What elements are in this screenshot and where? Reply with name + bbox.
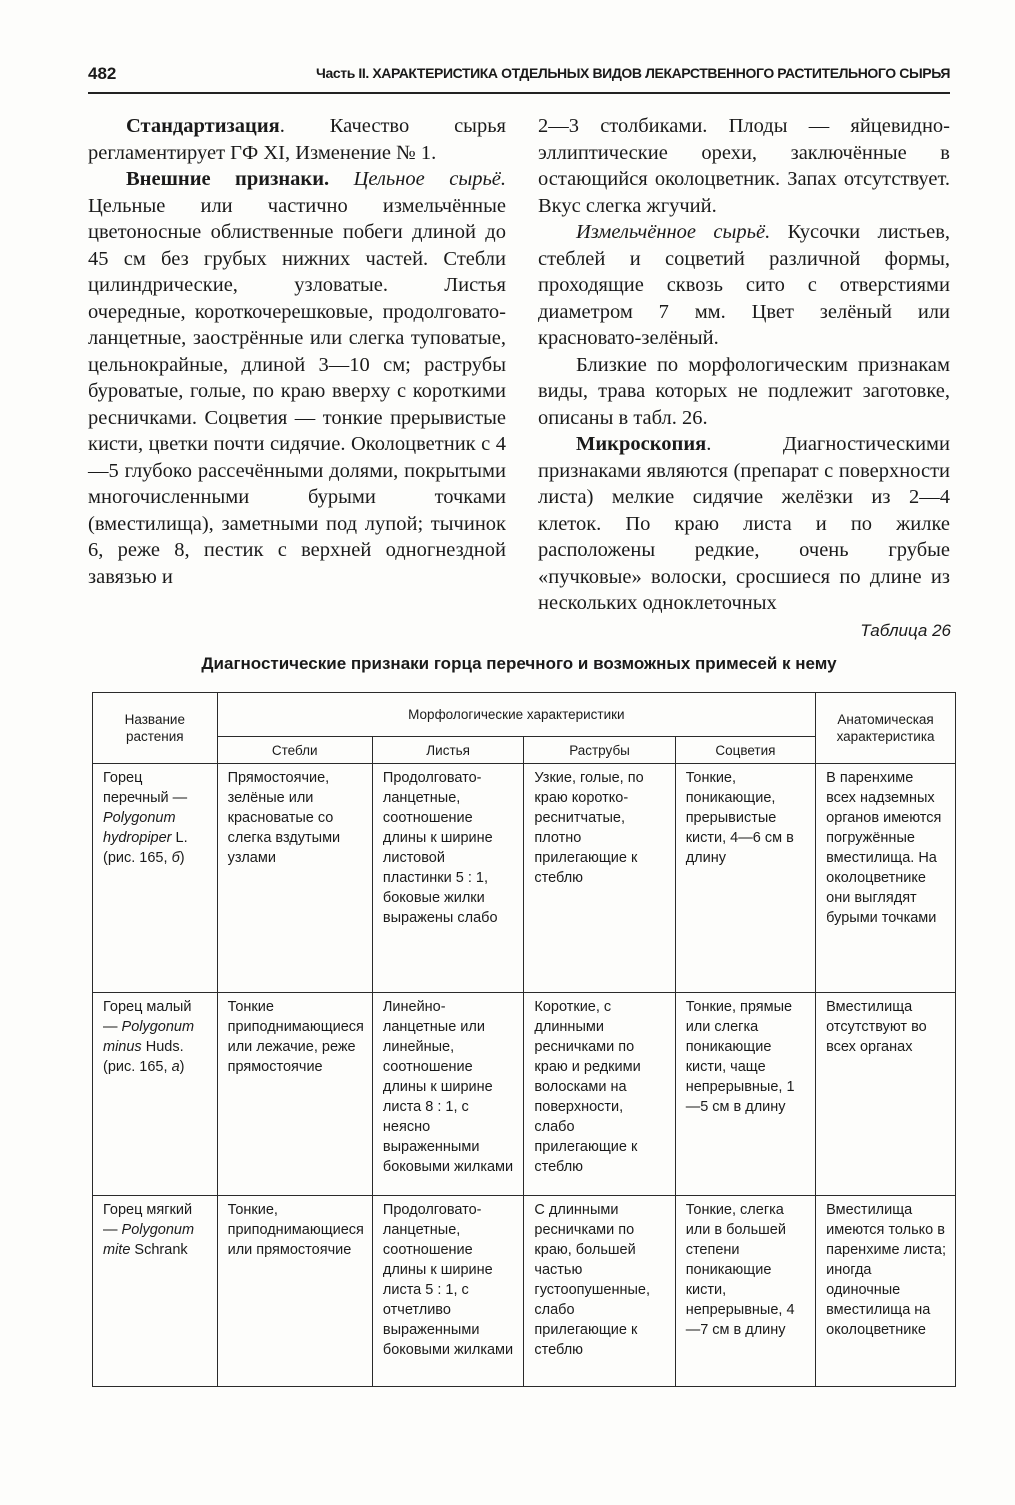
text-standardization: . Качество сырья регламентирует ГФ XI, Изменение № 1.: [88, 115, 506, 164]
plant-latin-name: Polygonum hydropiper: [103, 810, 176, 846]
cell-plant-name: [93, 1196, 218, 1387]
table-title: Диагностические признаки горца перечного и возможных примесей к нему: [201, 654, 837, 673]
heading-external-features: Внешние признаки: [126, 168, 325, 190]
plant-common-name: Горец малый —: [103, 999, 192, 1035]
right-text-column: [538, 113, 950, 617]
header-ocreae: Раструбы: [524, 737, 675, 764]
page-number: 482: [88, 64, 117, 83]
paragraph-crushed-raw-material: [538, 219, 950, 352]
table-header-row: [93, 693, 956, 737]
cell-stems: Тонкие приподнимающиеся или лежачие, реже прямостоячие: [217, 993, 372, 1196]
paragraph-continuation: 2—3 столбиками. Плоды — яйцевидно-эллиптические орехи, заключённые в остающийся околоцветник. Запах отсутствует. Вкус слегка жгучий.: [538, 115, 950, 217]
left-text-column: [88, 113, 506, 590]
paragraph-microscopy: [538, 431, 950, 617]
text-microscopy: . Диагностическими признаками являются (препарат с поверхности листа) мелкие сидячие желёзки из 2—4 клеток. По краю листа и по жилке расположены редкие, очень грубые «пучковые» волоски, сросшиеся по длине из нескольких одноклеточных: [538, 433, 950, 614]
table-row: [93, 1196, 956, 1387]
cell-ocreae: С длинными ресничками по краю, большей частью густоопушенные, слабо прилегающие к стеблю: [524, 1196, 675, 1387]
heading-standardization: Стандартизация: [126, 115, 280, 137]
heading-microscopy: Микроскопия: [576, 433, 707, 455]
whole-raw-material-label: Цельное сырьё.: [353, 168, 507, 190]
header-leaves: Листья: [372, 737, 524, 764]
figure-ref-close: ): [179, 850, 185, 866]
cell-leaves: Линейно-ланцетные или линейные, соотношение длины к ширине листа 8 : 1, с неясно выраженными боковыми жилками: [372, 993, 524, 1196]
figure-ref: (рис. 165,: [103, 850, 172, 866]
cell-anatomy: Вместилища отсутствуют во всех органах: [816, 993, 956, 1196]
cell-anatomy: В паренхиме всех надземных органов имеются погружённые вместилища. На околоцветнике они выглядят бурыми точками: [816, 764, 956, 993]
text-external-features: Цельные или частично измельчённые цветоносные облиственные побеги длиной до 45 см без грубых нижних частей. Стебли цилиндрические, узловатые. Листья очередные, короткочерешковые, продолговато-ланцетные, заострённые или слегка туповатые, цельнокрайные, длиной 3—10 см; раструбы буроватые, голые, по краю вверху с короткими ресничками. Соцветия — тонкие прерывистые кисти, цветки почти сидячие. Околоцветник с 4—5 глубоко рассечёнными долями, покрытыми многочисленными бурыми точками (вместилища), заметными под лупой; тычинок 6, реже 8, пестик с верхней одногнездной завязью и: [88, 194, 506, 588]
paragraph-similar-species: Близкие по морфологическим признакам виды, трава которых не подлежит заготовке, описаны в табл. 26.: [538, 353, 950, 429]
cell-anatomy: Вместилища имеются только в паренхиме листа; иногда одиночные вместилища на околоцветнике: [816, 1196, 956, 1387]
plant-author: Schrank: [130, 1242, 188, 1258]
running-title: Часть II. ХАРАКТЕРИСТИКА ОТДЕЛЬНЫХ ВИДОВ ЛЕКАРСТВЕННОГО РАСТИТЕЛЬНОГО СЫРЬЯ: [316, 65, 950, 81]
paragraph-external-features: [88, 166, 506, 590]
header-anatomical: Анатомическая характеристика: [816, 693, 956, 764]
page-header: [88, 62, 950, 94]
cell-leaves: Продолговато-ланцетные, соотношение длины к ширине листа 5 : 1, с отчетливо выраженными боковыми жилками: [372, 1196, 524, 1387]
header-inflorescences: Соцветия: [675, 737, 815, 764]
crushed-raw-material-label: Измельчённое сырьё.: [576, 221, 771, 243]
figure-ref-letter: б: [171, 850, 180, 866]
cell-ocreae: Узкие, голые, по краю короткореснитчатые, плотно прилегающие к стеблю: [524, 764, 675, 993]
table-number: Таблица 26: [860, 621, 951, 640]
heading-dot: .: [324, 168, 354, 190]
cell-plant-name: [93, 764, 218, 993]
plant-latin-name: Polygonum mite: [103, 1222, 195, 1258]
table-row: [93, 764, 956, 993]
cell-inflorescences: Тонкие, слегка или в большей степени поникающие кисти, непрерывные, 4—7 см в длину: [675, 1196, 815, 1387]
header-morphological: Морфологические характеристики: [217, 693, 816, 737]
cell-stems: Тонкие, приподнимающиеся или прямостоячие: [217, 1196, 372, 1387]
plant-latin-name: Polygonum minus: [103, 1019, 195, 1055]
figure-ref: (рис. 165,: [103, 1059, 172, 1075]
plant-author: Huds.: [141, 1039, 184, 1055]
diagnostic-table: [92, 692, 956, 1387]
cell-inflorescences: Тонкие, поникающие, прерывистые кисти, 4—6 см в длину: [675, 764, 815, 993]
header-plant-name: Название растения: [93, 693, 218, 764]
header-stems: Стебли: [217, 737, 372, 764]
text-crushed-raw-material: Кусочки листьев, стеблей и соцветий различной формы, проходящие сквозь сито с отверстиями диаметром 7 мм. Цвет зелёный или красновато-зелёный.: [538, 221, 950, 349]
figure-ref-letter: а: [171, 1059, 180, 1075]
cell-ocreae: Короткие, с длинными ресничками по краю и редкими волосками на поверхности, слабо прилегающие к стеблю: [524, 993, 675, 1196]
figure-ref-close: ): [179, 1059, 185, 1075]
cell-stems: Прямостоячие, зелёные или красноватые со слегка вздутыми узлами: [217, 764, 372, 993]
table-row: [93, 993, 956, 1196]
plant-common-name: Горец перечный —: [103, 770, 188, 806]
paragraph-standardization: [88, 113, 506, 166]
plant-common-name: Горец мягкий —: [103, 1202, 193, 1238]
cell-inflorescences: Тонкие, прямые или слегка поникающие кисти, чаще непрерывные, 1—5 см в длину: [675, 993, 815, 1196]
cell-plant-name: [93, 993, 218, 1196]
cell-leaves: Продолговато-ланцетные, соотношение длины к ширине листовой пластинки 5 : 1, боковые жилки выражены слабо: [372, 764, 524, 993]
plant-author: L.: [171, 830, 188, 846]
